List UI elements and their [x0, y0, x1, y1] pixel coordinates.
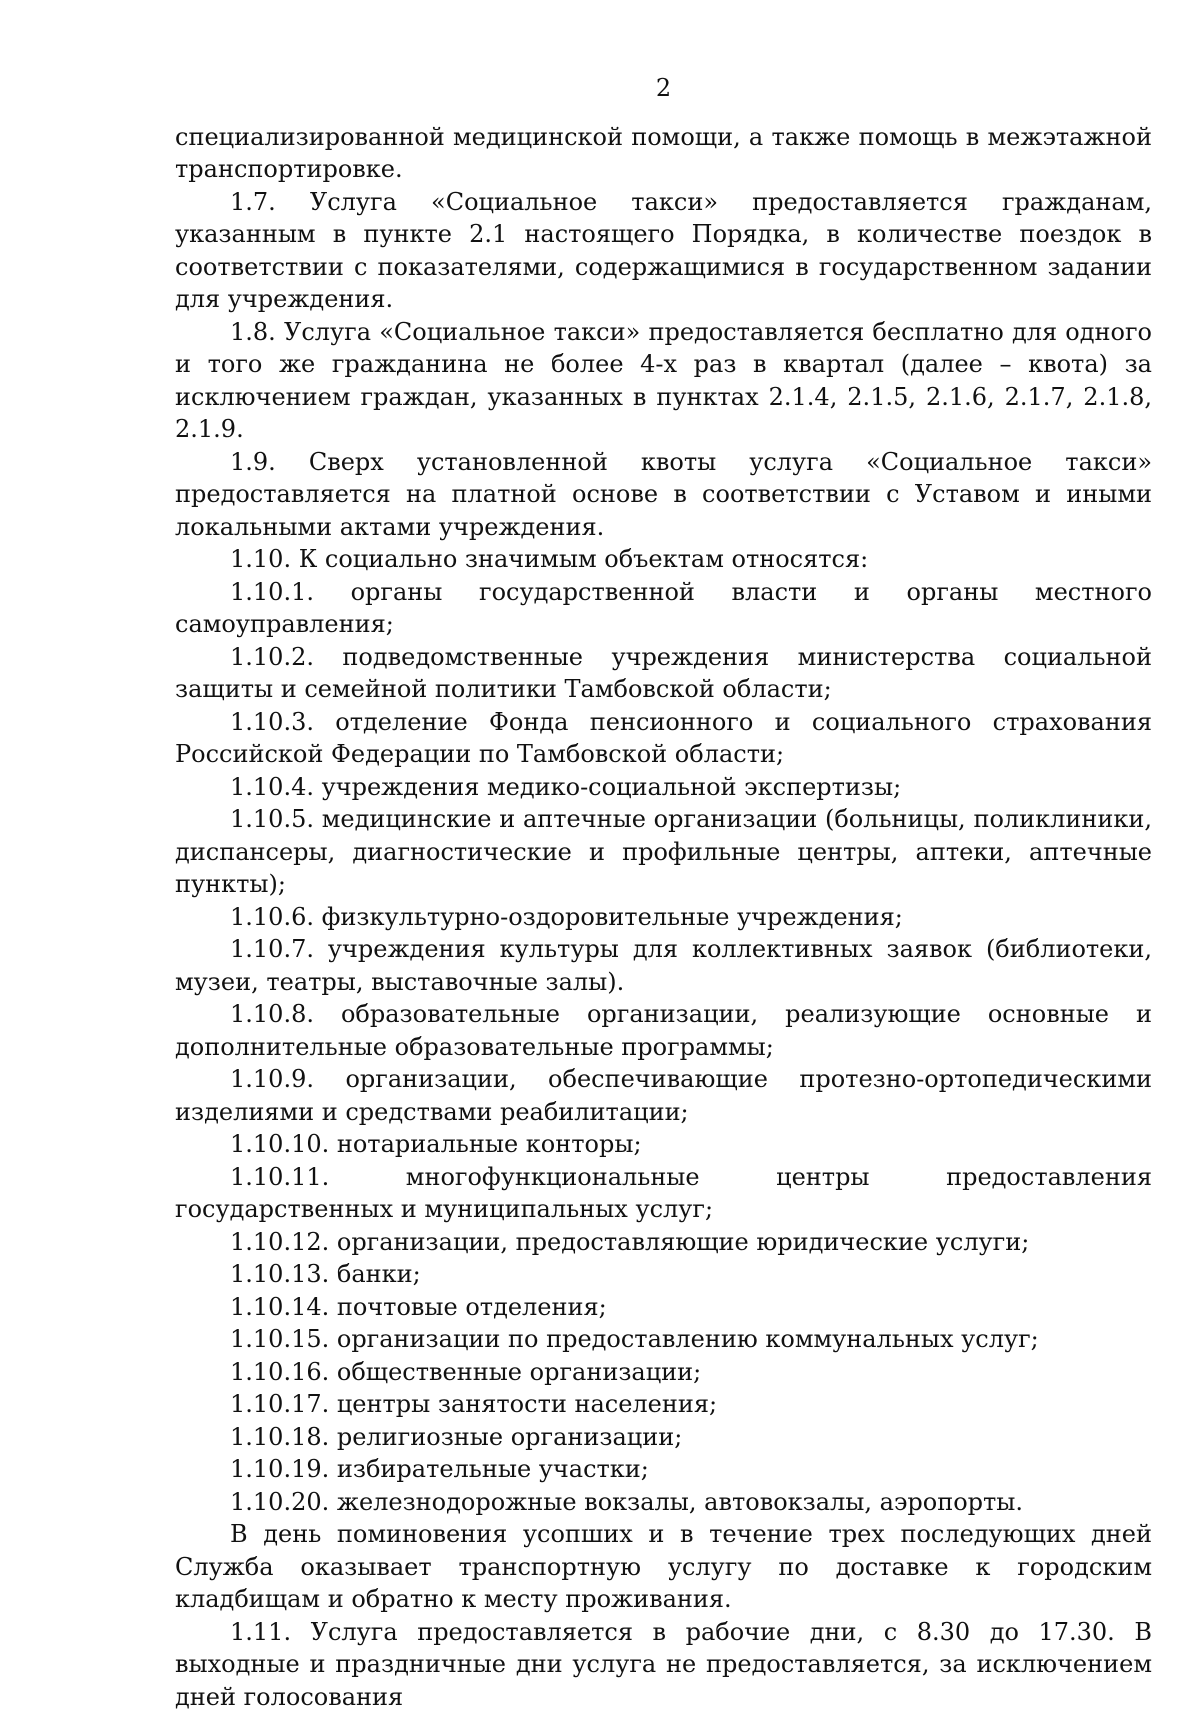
paragraph-1-9: 1.9. Сверх установленной квоты услуга «Социальное такси» предоставляется на платной основе в соответствии с Уставом и иными локальными актами учреждения. [175, 446, 1152, 544]
paragraph-1-7: 1.7. Услуга «Социальное такси» предоставляется гражданам, указанным в пункте 2.1 настоящего Порядка, в количестве поездок в соответствии с показателями, содержащимися в государственном задании для учреждения. [175, 186, 1152, 316]
list-item-1-10-2: 1.10.2. подведомственные учреждения министерства социальной защиты и семейной политики Тамбовской области; [175, 641, 1152, 706]
list-item-1-10-13: 1.10.13. банки; [175, 1258, 1152, 1291]
paragraph-1-11: 1.11. Услуга предоставляется в рабочие дни, с 8.30 до 17.30. В выходные и праздничные дни услуга не предоставляется, за исключением дней голосования [175, 1616, 1152, 1713]
list-item-1-10-11: 1.10.11. многофункциональные центры предоставления государственных и муниципальных услуг; [175, 1161, 1152, 1226]
list-item-1-10-17: 1.10.17. центры занятости населения; [175, 1388, 1152, 1421]
list-item-1-10-4: 1.10.4. учреждения медико-социальной экспертизы; [175, 771, 1152, 804]
list-item-1-10-16: 1.10.16. общественные организации; [175, 1356, 1152, 1389]
list-item-1-10-20: 1.10.20. железнодорожные вокзалы, автовокзалы, аэропорты. [175, 1486, 1152, 1519]
list-item-1-10-8: 1.10.8. образовательные организации, реализующие основные и дополнительные образовательные программы; [175, 998, 1152, 1063]
list-item-1-10-19: 1.10.19. избирательные участки; [175, 1453, 1152, 1486]
paragraph-1-8: 1.8. Услуга «Социальное такси» предоставляется бесплатно для одного и того же гражданина не более 4-х раз в квартал (далее – квота) за исключением граждан, указанных в пунктах 2.1.4, 2.1.5, 2.1.6, 2.1.7, 2.1.8, 2.1.9. [175, 316, 1152, 446]
paragraph-1-10: 1.10. К социально значимым объектам относятся: [175, 543, 1152, 576]
list-item-1-10-1: 1.10.1. органы государственной власти и органы местного самоуправления; [175, 576, 1152, 641]
list-item-1-10-3: 1.10.3. отделение Фонда пенсионного и социального страхования Российской Федерации по Тамбовской области; [175, 706, 1152, 771]
paragraph-continuation: специализированной медицинской помощи, а также помощь в межэтажной транспортировке. [175, 121, 1152, 186]
list-item-1-10-14: 1.10.14. почтовые отделения; [175, 1291, 1152, 1324]
list-item-1-10-10: 1.10.10. нотариальные конторы; [175, 1128, 1152, 1161]
page-number: 2 [175, 72, 1152, 105]
paragraph-memorial-days: В день поминовения усопших и в течение трех последующих дней Служба оказывает транспортную услугу по доставке к городским кладбищам и обратно к месту проживания. [175, 1518, 1152, 1616]
list-item-1-10-9: 1.10.9. организации, обеспечивающие протезно-ортопедическими изделиями и средствами реабилитации; [175, 1063, 1152, 1128]
list-item-1-10-12: 1.10.12. организации, предоставляющие юридические услуги; [175, 1226, 1152, 1259]
list-item-1-10-7: 1.10.7. учреждения культуры для коллективных заявок (библиотеки, музеи, театры, выставочные залы). [175, 933, 1152, 998]
list-item-1-10-5: 1.10.5. медицинские и аптечные организации (больницы, поликлиники, диспансеры, диагностические и профильные центры, аптеки, аптечные пункты); [175, 803, 1152, 901]
list-item-1-10-15: 1.10.15. организации по предоставлению коммунальных услуг; [175, 1323, 1152, 1356]
list-item-1-10-6: 1.10.6. физкультурно-оздоровительные учреждения; [175, 901, 1152, 934]
list-item-1-10-18: 1.10.18. религиозные организации; [175, 1421, 1152, 1454]
